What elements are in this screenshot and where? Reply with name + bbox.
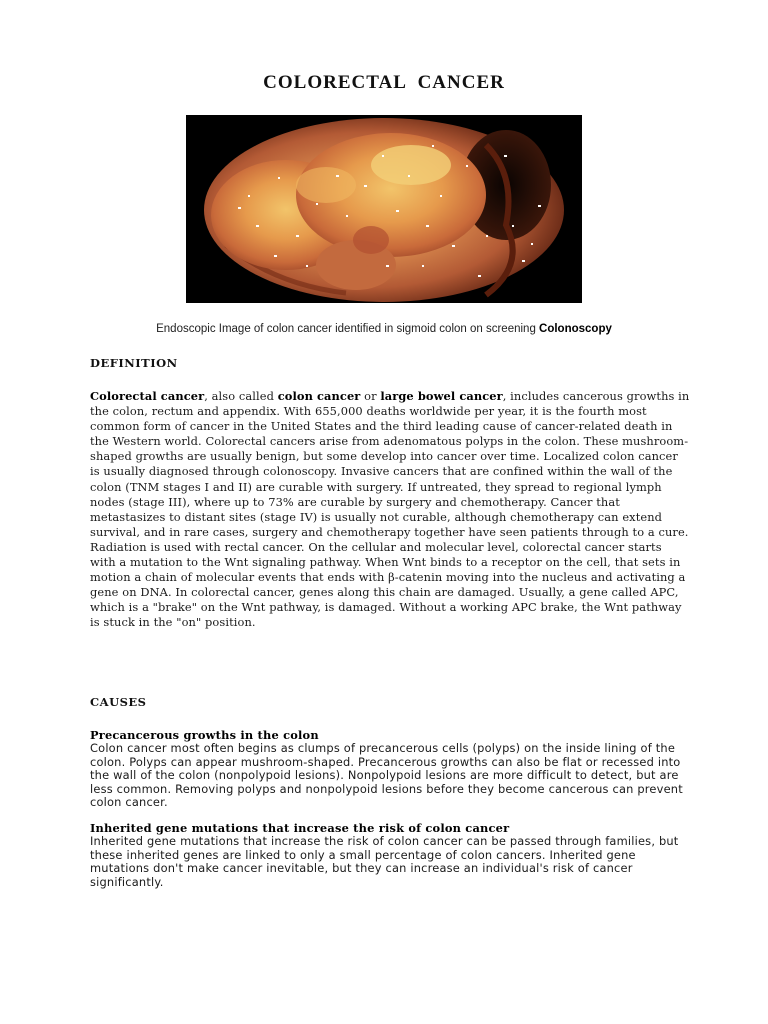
page-title: COLORECTAL CANCER [263,72,505,93]
definition-text-1: , also called [204,389,278,403]
definition-heading: DEFINITION [90,356,178,370]
term-large-bowel-cancer: large bowel cancer [380,389,503,403]
precancerous-text: Colon cancer most often begins as clumps of precancerous cells (polyps) on the inside lining of the colon. Polyps can appear mushroom-shaped. Precancerous growths can also be flat or recessed into the wall of the colon (nonpolypoid lesions). Nonpolypoid lesions are more difficult to detect, but are less common. Removing polyps and nonpolypoid lesions before they become cancerous can prevent colon cancer. [90,741,683,810]
term-colon-cancer: colon cancer [277,389,361,403]
caption-text: Endoscopic Image of colon cancer identified in sigmoid colon on screening [156,323,540,335]
caption-bold: Colonoscopy [539,323,612,335]
causes-section-precancerous [90,729,690,809]
definition-text-3: , includes cancerous growths in the colon, rectum and appendix. With 655,000 deaths worldwide per year, it is the fourth most common form of cancer in the United States and the third leading cause of cancer-related death in the Western world. Colorectal cancers arise from adenomatous polyps in the colon. These mushroom-shaped growths are usually benign, but some develop into cancer over time. Localized colon cancer is usually diagnosed through colonoscopy. Invasive cancers that are confined within the wall of the colon (TNM stages I and II) are curable with surgery. If untreated, they spread to regional lymph nodes (stage III), where up to 73% are curable by surgery and chemotherapy. Cancer that metastasizes to distant sites (stage IV) is usually not curable, although chemotherapy can extend survival, and in rare cases, surgery and chemotherapy together have seen patients through to a cure. Radiation is used with rectal cancer. On the cellular and molecular level, colorectal cancer starts with a mutation to the Wnt signaling pathway. When Wnt binds to a receptor on the cell, that sets in motion a chain of molecular events that ends with β-catenin moving into the nucleus and activating a gene on DNA. In colorectal cancer, genes along this chain are damaged. Usually, a gene called APC, which is a "brake" on the Wnt pathway, is damaged. Without a working APC brake, the Wnt pathway is stuck in the "on" position. [90,389,690,630]
term-colorectal-cancer: Colorectal cancer [90,389,205,403]
image-caption [0,323,768,335]
definition-paragraph [90,389,690,631]
precancerous-subheading: Precancerous growths in the colon [90,728,319,742]
causes-heading: CAUSES [90,695,147,709]
definition-text-2: or [360,389,381,403]
endoscopy-photo-icon [186,115,582,303]
inherited-text: Inherited gene mutations that increase the risk of colon cancer can be passed through families, but these inherited genes are linked to only a small percentage of colon cancers. Inherited gene mutations don't make cancer inevitable, but they can increase an individual's risk of cancer significantly. [90,834,679,889]
endoscopic-image [186,115,582,303]
causes-section-inherited [90,822,690,889]
inherited-subheading: Inherited gene mutations that increase the risk of colon cancer [90,821,510,835]
